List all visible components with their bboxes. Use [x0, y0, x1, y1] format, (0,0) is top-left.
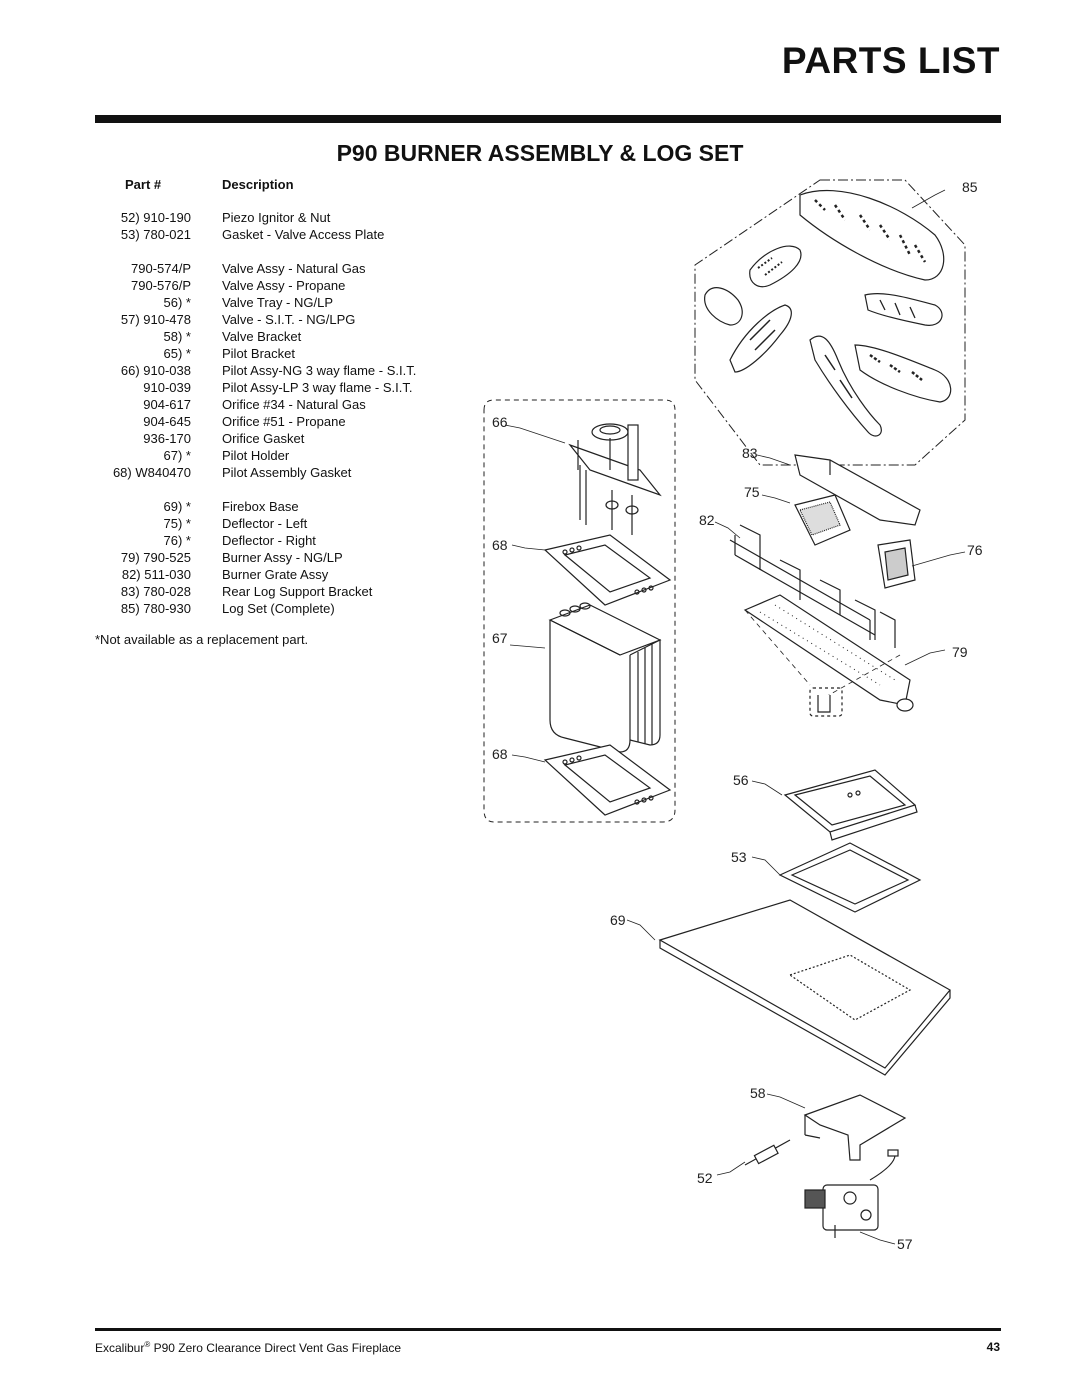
part-number: 67) *	[163, 448, 191, 463]
table-row	[95, 447, 455, 464]
header-rule	[95, 115, 1001, 123]
table-row	[95, 209, 455, 226]
part-number: 790-576/P	[131, 278, 191, 293]
pilot-holder-illustration	[550, 603, 660, 752]
part-number: 75) *	[163, 516, 191, 531]
part-number: 790-574/P	[131, 261, 191, 276]
table-row	[95, 362, 455, 379]
part-description: Valve Assy - Natural Gas	[222, 261, 366, 276]
part-description: Orifice Gasket	[222, 431, 305, 446]
part-number: 79) 790-525	[120, 550, 191, 565]
callout-85: 85	[962, 179, 978, 195]
valve-access-gasket-illustration	[780, 843, 920, 912]
column-header-description: Description	[222, 177, 294, 192]
part-description: Firebox Base	[222, 499, 299, 514]
firebox-base-illustration	[660, 900, 950, 1075]
table-row	[95, 311, 455, 328]
table-row	[95, 566, 455, 583]
burner-illustration	[745, 595, 913, 716]
piezo-ignitor-illustration	[745, 1140, 790, 1165]
part-number: 69) *	[163, 499, 191, 514]
part-description: Deflector - Right	[222, 533, 316, 548]
part-number: 904-645	[143, 414, 191, 429]
part-description: Deflector - Left	[222, 516, 308, 531]
table-row	[95, 430, 455, 447]
gas-valve-illustration	[805, 1150, 898, 1238]
part-description: Log Set (Complete)	[222, 601, 335, 616]
table-row	[95, 294, 455, 311]
part-description: Gasket - Valve Access Plate	[222, 227, 385, 242]
footnote: *Not available as a replacement part.	[95, 632, 309, 647]
pilot-assembly-illustration	[570, 424, 660, 535]
part-description: Valve Tray - NG/LP	[222, 295, 334, 310]
table-row	[95, 379, 455, 396]
part-number: 57) 910-478	[120, 312, 191, 327]
exploded-parts-diagram	[470, 170, 1000, 1290]
table-row	[95, 413, 455, 430]
page-number: 43	[986, 1340, 1000, 1354]
part-number: 52) 910-190	[120, 210, 191, 225]
table-row	[95, 498, 455, 515]
table-row	[95, 328, 455, 345]
part-description: Burner Grate Assy	[222, 567, 329, 582]
callout-75: 75	[744, 484, 760, 500]
pilot-gasket-illustration	[545, 745, 670, 815]
part-description: Burner Assy - NG/LP	[222, 550, 343, 565]
callout-53: 53	[731, 849, 747, 865]
table-row	[95, 532, 455, 549]
table-row	[95, 226, 455, 243]
footer-rule	[95, 1328, 1001, 1331]
part-number: 83) 780-028	[120, 584, 191, 599]
part-description: Pilot Assy-NG 3 way flame - S.I.T.	[222, 363, 417, 378]
table-row	[95, 515, 455, 532]
table-row	[95, 464, 455, 481]
part-description: Pilot Holder	[222, 448, 290, 463]
part-number: 76) *	[163, 533, 191, 548]
section-title: P90 BURNER ASSEMBLY & LOG SET	[336, 140, 744, 166]
part-description: Valve Assy - Propane	[222, 278, 346, 293]
table-row	[95, 583, 455, 600]
callout-58: 58	[750, 1085, 766, 1101]
table-row	[95, 345, 455, 362]
callout-68: 68	[492, 746, 508, 762]
part-number: 936-170	[143, 431, 191, 446]
deflector-left-illustration	[795, 495, 850, 545]
page-header: PARTS LIST	[781, 40, 1000, 81]
registered-mark: ®	[144, 1340, 151, 1349]
table-row	[95, 549, 455, 566]
part-description: Pilot Assy-LP 3 way flame - S.I.T.	[222, 380, 413, 395]
part-number: 904-617	[143, 397, 191, 412]
callout-76: 76	[967, 542, 983, 558]
callout-67: 67	[492, 630, 508, 646]
part-number: 82) 511-030	[121, 567, 191, 582]
valve-tray-illustration	[785, 770, 917, 840]
part-description: Pilot Assembly Gasket	[222, 465, 352, 480]
callout-66: 66	[492, 414, 508, 430]
part-description: Piezo Ignitor & Nut	[222, 210, 331, 225]
pilot-gasket-illustration	[545, 535, 670, 605]
callout-56: 56	[733, 772, 749, 788]
part-description: Rear Log Support Bracket	[222, 584, 373, 599]
part-number: 85) 780-930	[120, 601, 191, 616]
deflector-right-illustration	[878, 540, 915, 588]
part-description: Pilot Bracket	[222, 346, 295, 361]
callout-57: 57	[897, 1236, 913, 1252]
table-row	[95, 600, 455, 617]
log-set-illustration	[705, 191, 951, 436]
brand-name: Excalibur	[95, 1341, 145, 1355]
footer-title	[95, 1340, 401, 1355]
callout-68: 68	[492, 537, 508, 553]
part-description: Valve Bracket	[222, 329, 302, 344]
part-description: Orifice #34 - Natural Gas	[222, 397, 366, 412]
callout-52: 52	[697, 1170, 713, 1186]
table-row	[95, 260, 455, 277]
part-number: 65) *	[163, 346, 191, 361]
callout-79: 79	[952, 644, 968, 660]
part-number: 68) W840470	[112, 465, 191, 480]
table-row	[95, 396, 455, 413]
product-title: P90 Zero Clearance Direct Vent Gas Fireplace	[150, 1341, 402, 1355]
column-header-part: Part #	[125, 177, 162, 192]
part-description: Orifice #51 - Propane	[222, 414, 346, 429]
callout-83: 83	[742, 445, 758, 461]
callout-69: 69	[610, 912, 626, 928]
part-number: 58) *	[163, 329, 191, 344]
part-number: 66) 910-038	[120, 363, 191, 378]
callout-82: 82	[699, 512, 715, 528]
part-number: 56) *	[163, 295, 191, 310]
part-number: 53) 780-021	[120, 227, 191, 242]
part-description: Valve - S.I.T. - NG/LPG	[222, 312, 356, 327]
part-number: 910-039	[143, 380, 191, 395]
table-row	[95, 277, 455, 294]
